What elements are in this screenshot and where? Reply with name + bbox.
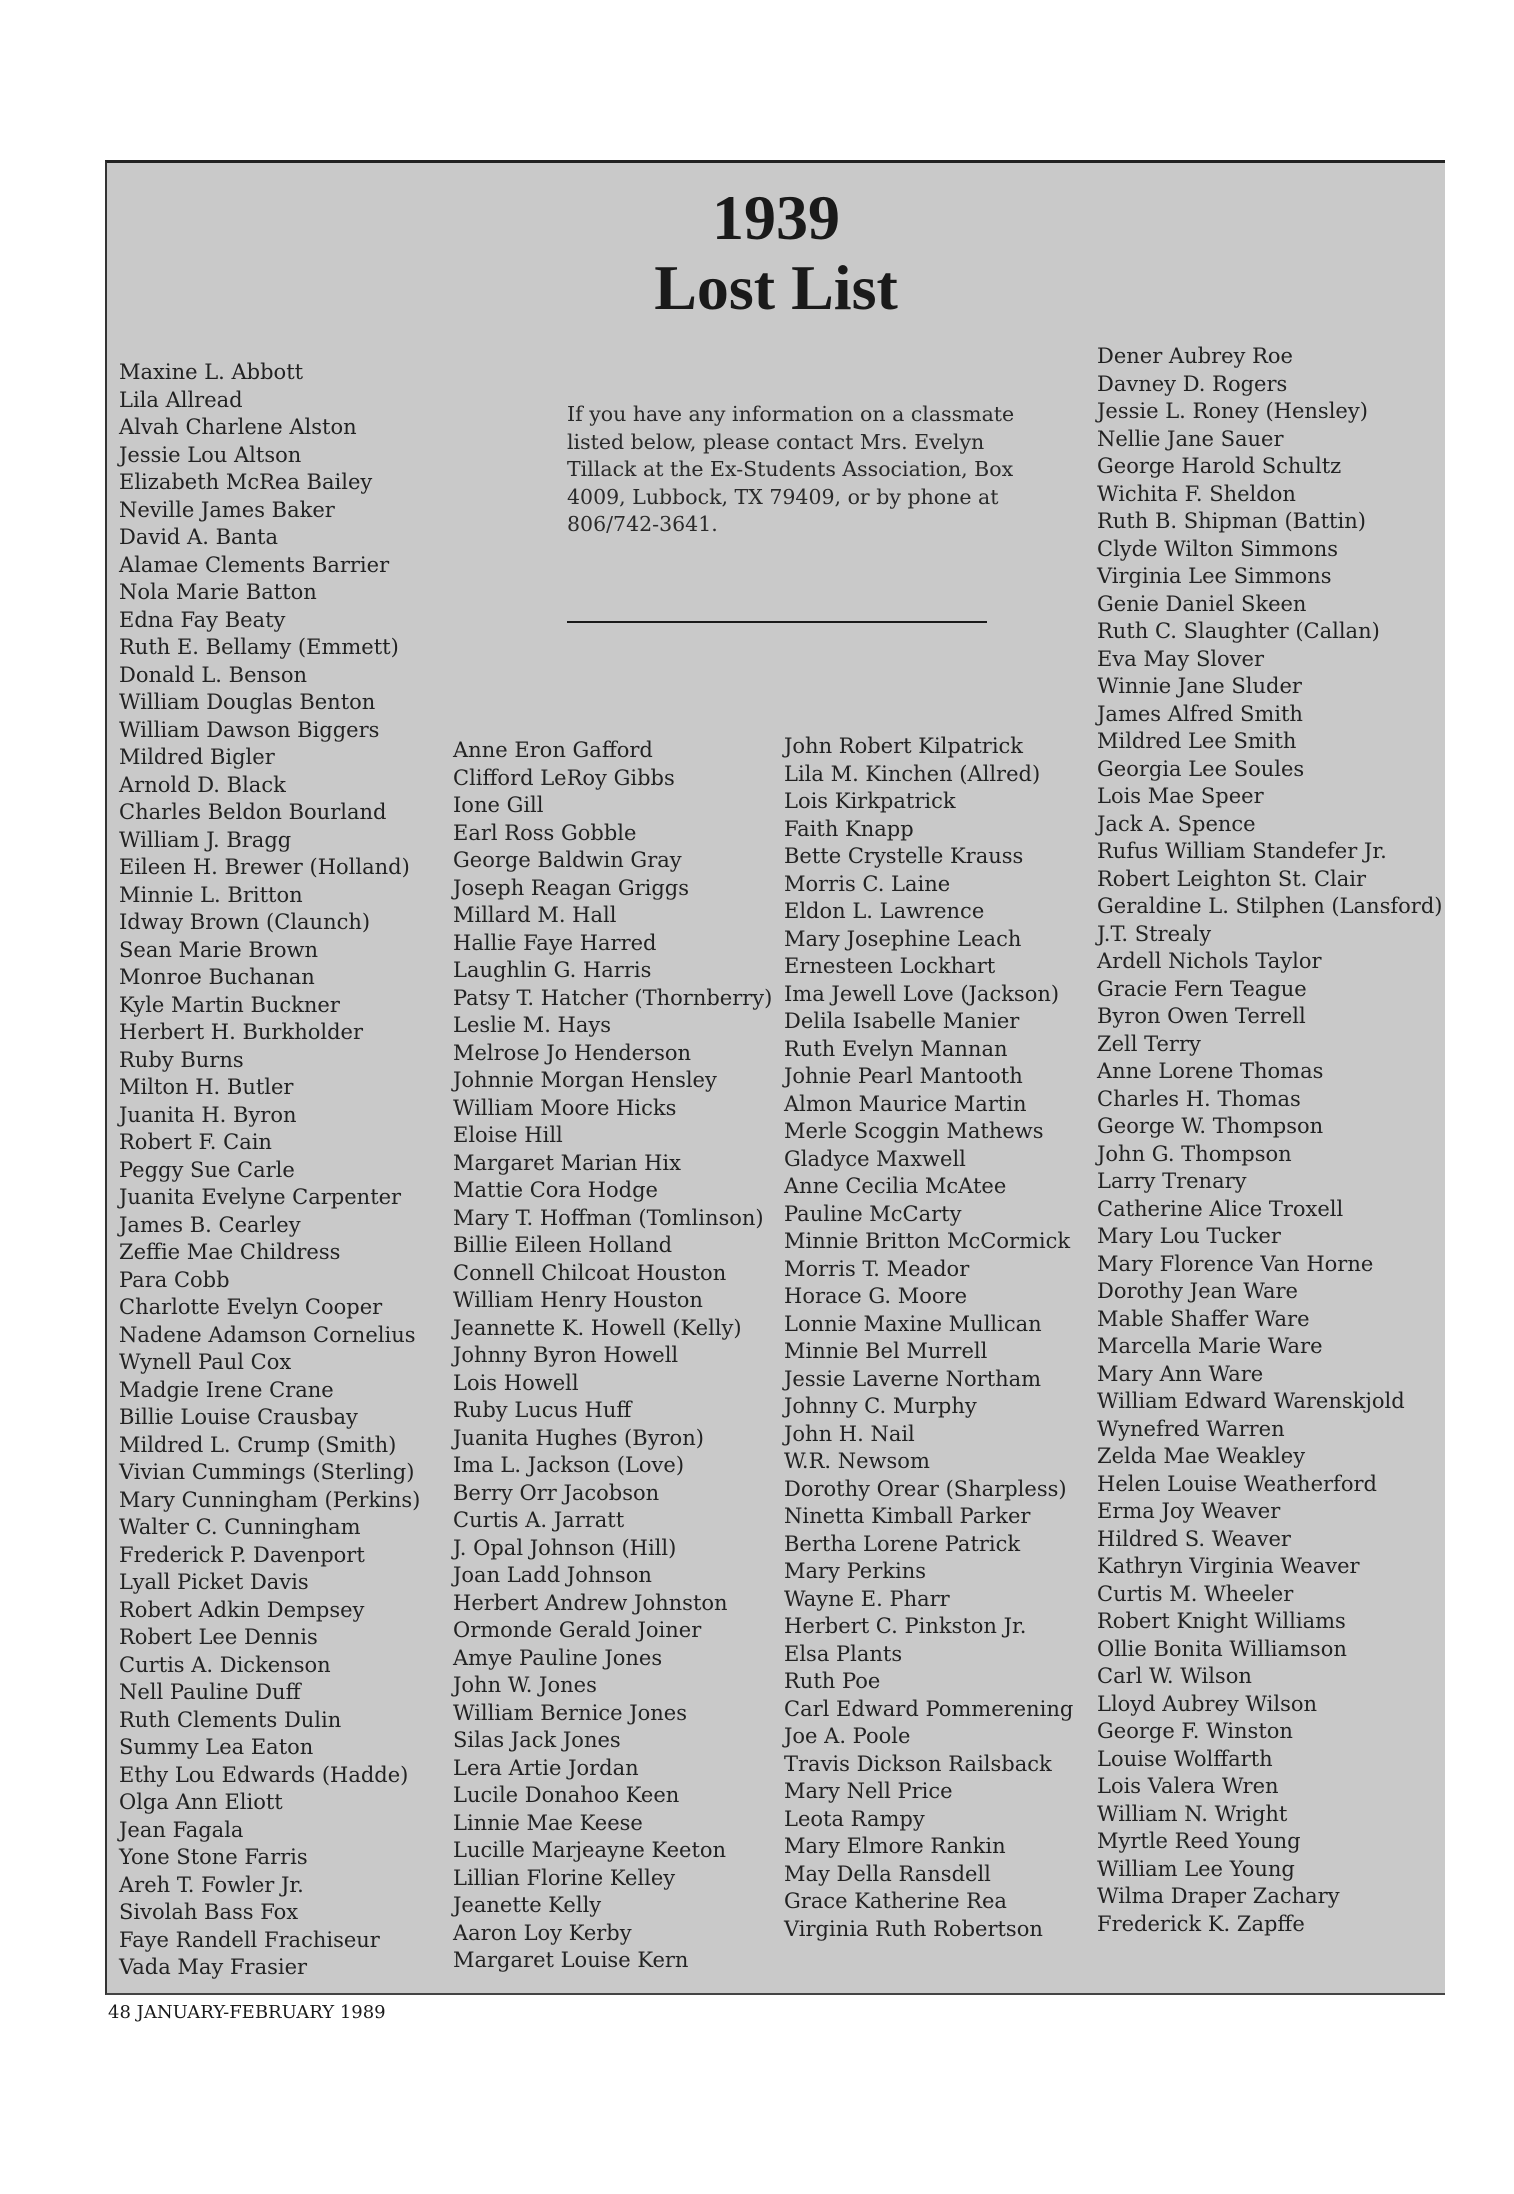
- name-entry: Georgia Lee Soules: [1097, 756, 1305, 781]
- name-entry: Wayne E. Pharr: [784, 1586, 950, 1611]
- name-entry: Peggy Sue Carle: [119, 1157, 295, 1182]
- name-entry: Marcella Marie Ware: [1097, 1334, 1323, 1358]
- name-entry: Jeanette Kelly: [453, 1893, 602, 1917]
- name-entry: Charles Beldon Bourland: [119, 800, 387, 824]
- name-entry: Zeffie Mae Childress: [119, 1240, 341, 1264]
- name-entry: Herbert Andrew Johnston: [453, 1590, 728, 1615]
- name-entry: Millard M. Hall: [453, 903, 617, 927]
- name-entry: Ruth C. Slaughter (Callan): [1097, 619, 1380, 643]
- name-entry: Berry Orr Jacobson: [453, 1480, 660, 1505]
- divider-rule: [567, 621, 987, 623]
- name-entry: Geraldine L. Stilphen (Lansford): [1097, 894, 1443, 918]
- name-entry: Billie Louise Crausbay: [119, 1405, 358, 1429]
- name-entry: Johnie Pearl Mantooth: [784, 1064, 1023, 1088]
- name-entry: Leota Rampy: [784, 1806, 925, 1831]
- name-entry: J. Opal Johnson (Hill): [453, 1535, 677, 1560]
- name-entry: Jean Fagala: [119, 1817, 244, 1842]
- name-entry: Lillian Florine Kelley: [453, 1865, 676, 1890]
- name-entry: Dener Aubrey Roe: [1097, 344, 1293, 368]
- name-entry: Lucille Marjeayne Keeton: [453, 1838, 727, 1862]
- name-entry: Lloyd Aubrey Wilson: [1097, 1691, 1318, 1716]
- name-entry: Grace Katherine Rea: [784, 1889, 1007, 1913]
- name-entry: Mary Nell Price: [784, 1779, 953, 1803]
- name-entry: Ima Jewell Love (Jackson): [784, 981, 1060, 1006]
- name-entry: Curtis M. Wheeler: [1097, 1581, 1294, 1606]
- name-entry: Para Cobb: [119, 1267, 230, 1292]
- name-entry: Mary Florence Van Horne: [1097, 1251, 1374, 1276]
- name-entry: Ormonde Gerald Joiner: [453, 1618, 702, 1642]
- name-entry: Delila Isabelle Manier: [784, 1009, 1020, 1033]
- name-entry: Mary T. Hoffman (Tomlinson): [453, 1205, 764, 1230]
- name-entry: Neville James Baker: [119, 497, 335, 522]
- name-entry: Jack A. Spence: [1097, 811, 1256, 836]
- name-entry: James B. Cearley: [119, 1212, 301, 1237]
- name-entry: Almon Maurice Martin: [784, 1091, 1027, 1116]
- name-entry: William J. Bragg: [119, 827, 292, 852]
- name-entry: Mildred Lee Smith: [1097, 729, 1297, 753]
- name-entry: Alvah Charlene Alston: [119, 415, 357, 439]
- name-entry: Nadene Adamson Cornelius: [119, 1322, 416, 1347]
- name-entry: Horace G. Moore: [784, 1284, 968, 1308]
- name-column-1: [119, 359, 420, 1982]
- name-entry: Herbert C. Pinkston Jr.: [784, 1614, 1027, 1638]
- name-entry: Robert Knight Williams: [1097, 1609, 1346, 1633]
- name-entry: Robert Adkin Dempsey: [119, 1597, 365, 1622]
- name-entry: Maxine L. Abbott: [119, 360, 304, 384]
- name-entry: Pauline McCarty: [784, 1201, 962, 1226]
- name-entry: Bette Crystelle Krauss: [784, 844, 1024, 868]
- name-entry: Joe A. Poole: [784, 1724, 911, 1748]
- name-entry: Wichita F. Sheldon: [1097, 481, 1296, 506]
- name-entry: Ione Gill: [453, 793, 544, 817]
- name-entry: Juanita Evelyne Carpenter: [119, 1185, 402, 1209]
- name-entry: Curtis A. Dickenson: [119, 1652, 331, 1677]
- name-entry: Joseph Reagan Griggs: [453, 875, 690, 900]
- name-entry: Charlotte Evelyn Cooper: [119, 1295, 383, 1319]
- name-entry: Ruth B. Shipman (Battin): [1097, 509, 1366, 533]
- name-entry: Mildred L. Crump (Smith): [119, 1432, 397, 1457]
- name-entry: Wynell Paul Cox: [119, 1350, 292, 1374]
- name-entry: Mildred Bigler: [119, 745, 275, 769]
- name-entry: Ruth Evelyn Mannan: [784, 1036, 1008, 1061]
- lost-list-panel: [105, 160, 1445, 1995]
- name-entry: Merle Scoggin Mathews: [784, 1119, 1044, 1143]
- name-entry: Summy Lea Eaton: [119, 1735, 314, 1759]
- name-entry: Vivian Cummings (Sterling): [119, 1460, 415, 1484]
- name-entry: Lyall Picket Davis: [119, 1570, 309, 1594]
- name-entry: Erma Joy Weaver: [1097, 1499, 1281, 1523]
- name-entry: Minnie L. Britton: [119, 882, 303, 907]
- name-entry: Elizabeth McRea Bailey: [119, 470, 373, 494]
- name-column-4: [1097, 343, 1442, 1938]
- name-entry: George Harold Schultz: [1097, 454, 1342, 478]
- name-entry: Ardell Nichols Taylor: [1097, 949, 1322, 973]
- name-entry: Ethy Lou Edwards (Hadde): [119, 1762, 409, 1787]
- name-entry: John H. Nail: [784, 1421, 915, 1446]
- name-entry: Ruth Clements Dulin: [119, 1707, 342, 1732]
- name-entry: Margaret Marian Hix: [453, 1150, 681, 1175]
- name-entry: William Henry Houston: [453, 1288, 703, 1312]
- name-entry: Frederick K. Zapffe: [1097, 1911, 1305, 1936]
- name-entry: Joan Ladd Johnson: [453, 1563, 652, 1587]
- name-entry: Anne Cecilia McAtee: [784, 1174, 1007, 1198]
- name-entry: Ima L. Jackson (Love): [453, 1453, 685, 1477]
- name-entry: John G. Thompson: [1097, 1141, 1292, 1166]
- name-entry: Lonnie Maxine Mullican: [784, 1311, 1042, 1336]
- name-entry: Juanita H. Byron: [119, 1102, 297, 1127]
- name-entry: George W. Thompson: [1097, 1114, 1324, 1138]
- name-entry: Mary Cunningham (Perkins): [119, 1487, 421, 1512]
- name-entry: Lera Artie Jordan: [453, 1755, 639, 1780]
- name-entry: Ernesteen Lockhart: [784, 954, 996, 978]
- name-entry: Charles H. Thomas: [1097, 1086, 1301, 1111]
- name-entry: John Robert Kilpatrick: [784, 734, 1024, 758]
- name-entry: Myrtle Reed Young: [1097, 1829, 1301, 1853]
- name-entry: James Alfred Smith: [1097, 701, 1303, 726]
- name-entry: Sean Marie Brown: [119, 937, 319, 962]
- name-entry: Gladyce Maxwell: [784, 1146, 966, 1171]
- name-entry: David A. Banta: [119, 525, 279, 549]
- name-entry: Madgie Irene Crane: [119, 1377, 334, 1402]
- name-entry: Monroe Buchanan: [119, 965, 315, 989]
- name-entry: Robert Leighton St. Clair: [1097, 866, 1367, 891]
- name-entry: Margaret Louise Kern: [453, 1948, 689, 1972]
- name-entry: Lucile Donahoo Keen: [453, 1783, 680, 1807]
- name-entry: Anne Lorene Thomas: [1097, 1059, 1324, 1083]
- name-entry: Virginia Ruth Robertson: [784, 1916, 1043, 1941]
- name-entry: Carl W. Wilson: [1097, 1664, 1252, 1688]
- name-entry: Ruth E. Bellamy (Emmett): [119, 635, 399, 659]
- name-entry: Yone Stone Farris: [119, 1845, 308, 1869]
- name-entry: Billie Eileen Holland: [453, 1233, 673, 1257]
- name-entry: Curtis A. Jarratt: [453, 1508, 625, 1532]
- name-entry: Winnie Jane Sluder: [1097, 674, 1302, 698]
- name-entry: Virginia Lee Simmons: [1097, 564, 1332, 588]
- name-entry: William Moore Hicks: [453, 1095, 677, 1120]
- name-entry: Genie Daniel Skeen: [1097, 591, 1307, 616]
- name-entry: Aaron Loy Kerby: [453, 1920, 632, 1945]
- name-entry: Kyle Martin Buckner: [119, 992, 340, 1017]
- name-entry: Morris T. Meador: [784, 1256, 970, 1281]
- name-entry: Eileen H. Brewer (Holland): [119, 855, 410, 879]
- name-entry: William N. Wright: [1097, 1801, 1288, 1826]
- name-entry: Sivolah Bass Fox: [119, 1900, 299, 1924]
- name-entry: Wilma Draper Zachary: [1097, 1884, 1340, 1908]
- name-entry: Helen Louise Weatherford: [1097, 1471, 1377, 1496]
- name-entry: Faith Knapp: [784, 816, 914, 841]
- name-entry: George Baldwin Gray: [453, 848, 682, 872]
- name-column-2: [453, 737, 772, 1975]
- name-entry: Melrose Jo Henderson: [453, 1040, 692, 1065]
- name-entry: Silas Jack Jones: [453, 1728, 621, 1752]
- name-entry: Zelda Mae Weakley: [1097, 1444, 1306, 1468]
- page-title: Lost List: [654, 252, 898, 323]
- name-entry: Alamae Clements Barrier: [119, 552, 390, 577]
- name-entry: Lois Valera Wren: [1097, 1774, 1279, 1798]
- name-entry: Jessie L. Roney (Hensley): [1097, 399, 1368, 423]
- name-entry: Lois Howell: [453, 1370, 579, 1395]
- name-entry: Anne Eron Gafford: [453, 738, 653, 762]
- name-entry: Eva May Slover: [1097, 646, 1265, 671]
- name-entry: Johnny Byron Howell: [453, 1343, 679, 1367]
- name-entry: Minnie Britton McCormick: [784, 1229, 1071, 1253]
- name-entry: Edna Fay Beaty: [119, 607, 286, 632]
- name-entry: Dorothy Jean Ware: [1097, 1279, 1298, 1303]
- name-entry: Hildred S. Weaver: [1097, 1526, 1291, 1551]
- name-entry: Mary Perkins: [784, 1559, 926, 1583]
- name-entry: Ruby Burns: [119, 1047, 244, 1072]
- name-entry: Linnie Mae Keese: [453, 1810, 643, 1835]
- name-entry: Morris C. Laine: [784, 871, 951, 896]
- name-entry: Herbert H. Burkholder: [119, 1020, 363, 1044]
- name-entry: Nell Pauline Duff: [119, 1680, 301, 1704]
- name-entry: Nola Marie Batton: [119, 580, 317, 604]
- name-entry: George F. Winston: [1097, 1719, 1293, 1743]
- name-entry: Louise Wolffarth: [1097, 1746, 1273, 1771]
- name-entry: Earl Ross Gobble: [453, 820, 637, 845]
- name-entry: Lois Mae Speer: [1097, 784, 1264, 808]
- name-entry: Carl Edward Pommerening: [784, 1696, 1074, 1721]
- name-entry: Connell Chilcoat Houston: [453, 1260, 727, 1285]
- name-entry: Donald L. Benson: [119, 662, 307, 687]
- name-entry: Dorothy Orear (Sharpless): [784, 1476, 1067, 1501]
- name-entry: Mary Ann Ware: [1097, 1361, 1264, 1386]
- page-year: 1939: [712, 182, 840, 253]
- contact-notice: If you have any information on a classmate listed below, please contact Mrs. Evelyn Tillack at the Ex-Students Association, Box 4009, Lubbock, TX 79409, or by phone at 806/742-3641.: [567, 402, 1015, 536]
- name-entry: Zell Terry: [1097, 1031, 1201, 1056]
- name-entry: Wynefred Warren: [1097, 1416, 1285, 1441]
- name-entry: Catherine Alice Troxell: [1097, 1196, 1344, 1221]
- name-entry: Juanita Hughes (Byron): [453, 1425, 704, 1450]
- name-entry: Lila Allread: [119, 387, 243, 412]
- name-entry: William Lee Young: [1097, 1856, 1295, 1881]
- name-entry: Mary Lou Tucker: [1097, 1224, 1281, 1248]
- name-entry: Vada May Frasier: [119, 1955, 308, 1979]
- name-entry: Patsy T. Hatcher (Thornberry): [453, 985, 773, 1010]
- name-entry: Mary Josephine Leach: [784, 926, 1022, 951]
- name-entry: Ruby Lucus Huff: [453, 1398, 632, 1422]
- name-entry: Idway Brown (Claunch): [119, 910, 371, 934]
- name-entry: William Bernice Jones: [453, 1700, 687, 1725]
- name-entry: Jessie Lou Altson: [119, 442, 302, 467]
- name-entry: Ollie Bonita Williamson: [1097, 1636, 1347, 1661]
- name-entry: Johnny C. Murphy: [784, 1394, 977, 1418]
- name-entry: Milton H. Butler: [119, 1075, 294, 1099]
- name-entry: Faye Randell Frachiseur: [119, 1927, 380, 1952]
- name-entry: May Della Ransdell: [784, 1861, 991, 1886]
- name-entry: Olga Ann Eliott: [119, 1790, 283, 1814]
- name-entry: Jessie Laverne Northam: [784, 1366, 1042, 1391]
- name-entry: Eldon L. Lawrence: [784, 899, 985, 923]
- page-footer: 48 JANUARY-FEBRUARY 1989: [108, 2002, 386, 2023]
- name-entry: Travis Dickson Railsback: [784, 1751, 1052, 1776]
- name-entry: Laughlin G. Harris: [453, 958, 652, 982]
- name-entry: Byron Owen Terrell: [1097, 1004, 1306, 1028]
- name-entry: William Douglas Benton: [119, 690, 376, 714]
- name-entry: J.T. Strealy: [1097, 921, 1212, 946]
- name-entry: Ninetta Kimball Parker: [784, 1504, 1031, 1528]
- name-entry: W.R. Newsom: [784, 1449, 930, 1473]
- name-entry: Frederick P. Davenport: [119, 1542, 365, 1567]
- name-entry: William Dawson Biggers: [119, 717, 380, 742]
- name-entry: Arnold D. Black: [119, 772, 286, 797]
- name-entry: Jeannette K. Howell (Kelly): [453, 1315, 742, 1340]
- name-entry: Robert Lee Dennis: [119, 1625, 318, 1649]
- name-entry: Gracie Fern Teague: [1097, 976, 1307, 1001]
- name-entry: Leslie M. Hays: [453, 1013, 612, 1037]
- name-entry: Lois Kirkpatrick: [784, 789, 956, 813]
- name-entry: Mary Elmore Rankin: [784, 1834, 1006, 1858]
- name-entry: Nellie Jane Sauer: [1097, 426, 1284, 451]
- name-entry: Lila M. Kinchen (Allred): [784, 761, 1041, 786]
- name-entry: Clyde Wilton Simmons: [1097, 536, 1338, 561]
- name-entry: Mable Shaffer Ware: [1097, 1306, 1310, 1331]
- name-entry: Clifford LeRoy Gibbs: [453, 765, 675, 790]
- name-entry: Minnie Bel Murrell: [784, 1339, 988, 1363]
- name-entry: Hallie Faye Harred: [453, 930, 657, 955]
- name-entry: Rufus William Standefer Jr.: [1097, 839, 1387, 863]
- name-entry: Eloise Hill: [453, 1123, 563, 1147]
- name-entry: Bertha Lorene Patrick: [784, 1531, 1021, 1556]
- name-entry: William Edward Warenskjold: [1097, 1389, 1405, 1413]
- name-entry: John W. Jones: [453, 1673, 597, 1697]
- name-entry: Larry Trenary: [1097, 1169, 1247, 1193]
- name-entry: Elsa Plants: [784, 1641, 903, 1666]
- name-entry: Walter C. Cunningham: [119, 1515, 361, 1539]
- name-entry: Robert F. Cain: [119, 1130, 272, 1154]
- name-entry: Ruth Poe: [784, 1669, 881, 1693]
- name-column-3: [784, 733, 1073, 1943]
- name-entry: Areh T. Fowler Jr.: [119, 1872, 304, 1897]
- name-entry: Kathryn Virginia Weaver: [1097, 1554, 1360, 1578]
- name-entry: Johnnie Morgan Hensley: [453, 1068, 717, 1092]
- name-entry: Mattie Cora Hodge: [453, 1178, 658, 1202]
- name-entry: Amye Pauline Jones: [453, 1645, 663, 1670]
- name-entry: Davney D. Rogers: [1097, 371, 1288, 396]
